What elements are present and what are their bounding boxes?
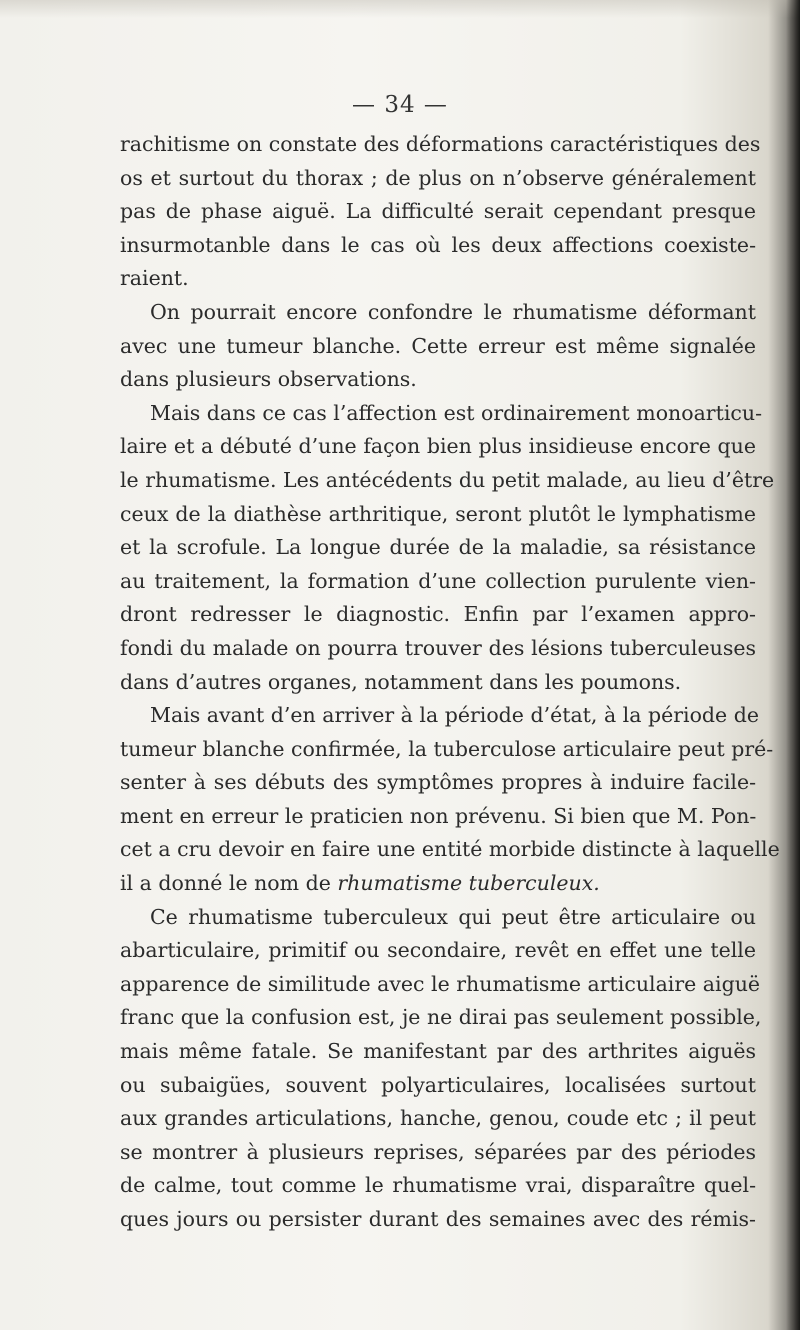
body-text [120, 128, 780, 1237]
text-line: os et surtout du thorax ; de plus on n’observe généralement [120, 165, 756, 190]
text-line: rachitisme on constate des déformations caractéristiques des [120, 132, 761, 156]
text-line: et la scrofule. La longue durée de la maladie, sa résistance [120, 535, 756, 560]
italic-term: rhumatisme tuberculeux. [337, 871, 600, 896]
text-run: il a donné le nom de [120, 871, 338, 896]
text-line: cet a cru devoir en faire une entité morbide distincte à laquelle [120, 837, 780, 862]
binding-edge-shadow [786, 0, 800, 1330]
text-line: avec une tumeur blanche. Cette erreur est même signalée [120, 333, 756, 358]
text-line: raient. [120, 266, 189, 291]
text-line: dans d’autres organes, notamment dans les poumons. [120, 669, 682, 694]
text-line: au traitement, la formation d’une collection purulente vien- [120, 568, 756, 593]
page-number: — 34 — [352, 92, 448, 118]
text-line: tumeur blanche confirmée, la tuberculose articulaire peut pré- [120, 736, 774, 761]
text-line: franc que la confusion est, je ne dirai pas seulement possible, [120, 1005, 762, 1030]
top-shadow [0, 0, 800, 18]
text-line: dront redresser le diagnostic. Enfin par l’examen appro- [120, 602, 756, 627]
text-line-italic [120, 867, 756, 901]
text-line: ment en erreur le praticien non prévenu. Si bien que M. Pon- [120, 803, 757, 828]
text-line: mais même fatale. Se manifestant par des arthrites aiguës [120, 1039, 756, 1064]
text-line: abarticulaire, primitif ou secondaire, revêt en effet une telle [120, 938, 756, 963]
text-line: On pourrait encore confondre le rhumatisme déformant [150, 299, 756, 324]
text-line: dans plusieurs observations. [120, 367, 417, 392]
text-line: de calme, tout comme le rhumatisme vrai, disparaître quel- [120, 1173, 756, 1198]
text-line: se montrer à plusieurs reprises, séparées par des périodes [120, 1139, 756, 1164]
text-line: insurmotanble dans le cas où les deux affections coexiste- [120, 232, 756, 257]
text-line: ques jours ou persister durant des semaines avec des rémis- [120, 1207, 756, 1231]
text-line: ou subaigües, souvent polyarticulaires, localisées surtout [120, 1072, 756, 1097]
text-line: senter à ses débuts des symptômes propres à induire facile- [120, 770, 756, 795]
text-line: le rhumatisme. Les antécédents du petit malade, au lieu d’être [120, 467, 775, 492]
text-line: pas de phase aiguë. La difficulté serait cependant presque [120, 199, 756, 224]
text-line: fondi du malade on pourra trouver des lésions tuberculeuses [120, 635, 756, 660]
text-line: laire et a débuté d’une façon bien plus insidieuse encore que [120, 434, 756, 459]
text-line: ceux de la diathèse arthritique, seront plutôt le lymphatisme [120, 501, 756, 526]
text-line: Ce rhumatisme tuberculeux qui peut être articulaire ou [150, 904, 756, 929]
text-line: Mais dans ce cas l’affection est ordinairement monoarticu- [150, 400, 763, 425]
text-line: aux grandes articulations, hanche, genou, coude etc ; il peut [120, 1106, 756, 1131]
text-line: apparence de similitude avec le rhumatisme articulaire aiguë [120, 971, 761, 996]
text-line: Mais avant d’en arriver à la période d’état, à la période de [150, 703, 759, 728]
